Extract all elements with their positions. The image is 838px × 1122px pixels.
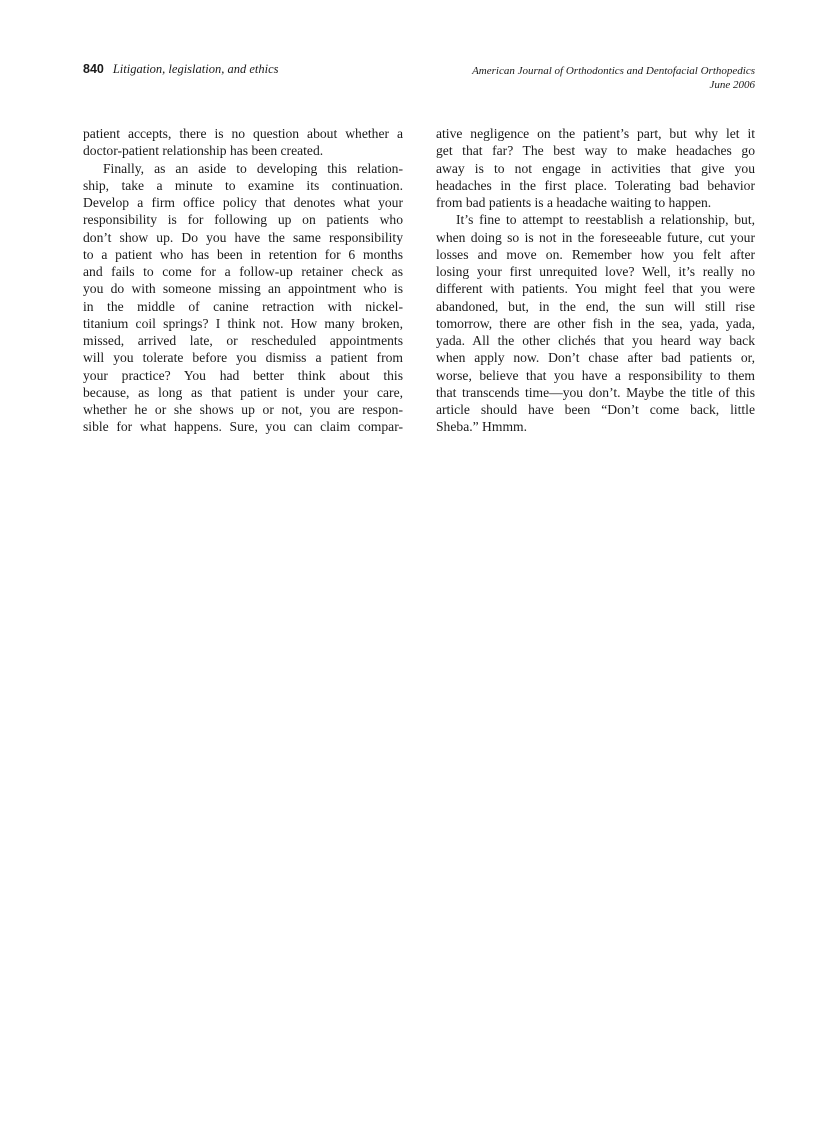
journal-name: American Journal of Orthodontics and Dentofacial Orthopedics — [472, 65, 755, 77]
text-line: Develop a firm office policy that denotes what your — [83, 195, 403, 210]
running-header-left — [83, 62, 278, 77]
text-line: get that far? The best way to make headaches go — [436, 143, 755, 159]
text-line: whether he or she shows up or not, you are respon- — [83, 402, 403, 417]
text-line: you do with someone missing an appointment who is — [83, 281, 403, 297]
text-line: responsibility is for following up on patients who — [83, 212, 403, 228]
text-line: when doing so is not in the foreseeable future, cut your — [436, 229, 755, 245]
text-line: because, as long as that patient is under your care, — [83, 384, 403, 400]
text-line: abandoned, but, in the end, the sun will still rise — [436, 298, 755, 314]
text-line: titanium coil springs? I think not. How many broken, — [83, 315, 403, 331]
text-line: ative negligence on the patient’s part, but why let it — [436, 126, 755, 141]
text-line: yada. All the other clichés that you heard way back — [436, 333, 755, 348]
text-line: from bad patients is a headache waiting to happen. — [436, 195, 712, 210]
text-line: headaches in the first place. Tolerating bad behavior — [436, 177, 755, 193]
text-line: don’t show up. Do you have the same responsibility — [83, 229, 403, 245]
text-line: will you tolerate before you dismiss a patient from — [83, 350, 403, 366]
text-line: your practice? You had better think about this — [83, 367, 403, 383]
text-line: sible for what happens. Sure, you can claim compar- — [83, 419, 403, 435]
text-line: patient accepts, there is no question about whether a — [83, 126, 403, 141]
text-line: and fails to come for a follow-up retainer check as — [83, 264, 403, 279]
running-header-right — [472, 64, 755, 92]
text-line: worse, believe that you have a responsibility to them — [436, 367, 755, 383]
right-column — [436, 125, 755, 436]
text-line: article should have been “Don’t come back, little — [436, 402, 755, 417]
text-line: doctor-patient relationship has been created. — [83, 143, 324, 159]
section-title: Litigation, legislation, and ethics — [112, 62, 279, 76]
issue-date: June 2006 — [709, 79, 755, 91]
text-line: different with patients. You might feel that you were — [436, 281, 755, 297]
text-line: Sheba.” Hmmm. — [436, 419, 527, 435]
text-line: to a patient who has been in retention for 6 months — [83, 246, 403, 262]
text-line: It’s fine to attempt to reestablish a relationship, but, — [456, 212, 755, 228]
page-number: 840 — [83, 62, 104, 76]
text-line: losses and move on. Remember how you felt after — [436, 246, 755, 262]
text-line: Finally, as an aside to developing this relation- — [103, 160, 403, 176]
text-line: tomorrow, there are other fish in the sea, yada, yada, — [436, 315, 755, 331]
text-line: away is to not engage in activities that give you — [436, 160, 755, 176]
left-column — [83, 125, 403, 436]
text-line: in the middle of canine retraction with nickel- — [83, 298, 403, 314]
text-line: ship, take a minute to examine its continuation. — [83, 177, 403, 193]
text-line: when apply now. Don’t chase after bad patients or, — [436, 350, 755, 366]
text-line: missed, arrived late, or rescheduled appointments — [83, 333, 403, 348]
text-line: losing your first unrequited love? Well, it’s really no — [436, 264, 755, 279]
text-line: that transcends time—you don’t. Maybe the title of this — [436, 384, 755, 400]
